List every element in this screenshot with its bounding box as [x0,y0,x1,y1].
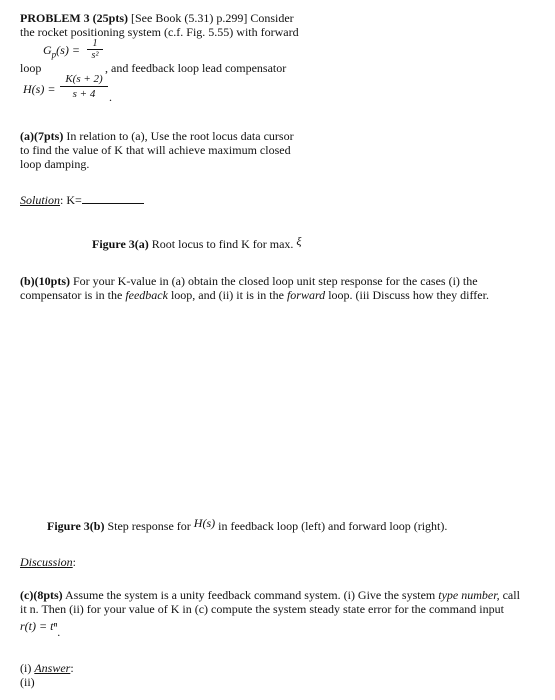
part-b-text-2a: compensator is in the [20,288,126,302]
part-a-text-1: In relation to (a), Use the root locus data cursor [63,129,294,143]
gp-equation [43,43,80,62]
part-c-text-1a: Assume the system is a unity feedback command system. (i) Give the system [62,588,439,602]
part-a-line-3: loop damping. [20,157,90,171]
solution-blank [82,193,144,204]
h-label: H(s) = [23,82,56,96]
gp-arg: (s) = [56,43,80,57]
loop-word: loop [20,61,42,75]
gp-tail: , and feedback loop lead compensator [105,61,287,75]
part-c-label: (c)(8pts) [20,588,63,602]
gp-fraction [87,38,103,62]
figure-3b-label: Figure 3(b) [47,519,105,533]
part-b-text-2c: loop, and (ii) it is in the [167,288,287,302]
problem-title [20,11,294,26]
part-b-line-2 [20,288,489,303]
part-b-text-forward: forward [286,288,326,302]
answer-i-prefix: (i) [20,661,35,675]
discussion-label: Discussion [20,555,73,569]
part-c-line-1 [20,588,520,603]
command-input-tail: . [57,625,61,639]
figure-3a-caption [92,234,302,252]
answer-ii-line: (ii) [20,675,35,689]
problem-title-bold: PROBLEM 3 (25pts) [20,11,128,25]
figure-3a-text: Root locus to find K for max. [148,237,297,251]
answer-i-rest: : [70,661,74,675]
answer-i-label: Answer [34,661,71,675]
problem-line-2: the rocket positioning system (c.f. Fig. 5.55) with forward [20,25,299,39]
gp-denominator: s² [91,50,99,61]
gp-subscript: p [51,49,57,60]
part-b-text-feedback: feedback [125,288,168,302]
solution-line [20,193,144,208]
problem-title-rest: [See Book (5.31) p.299] Consider [128,11,294,25]
part-c-type-number: type number, [438,588,500,602]
command-input-math: r(t) = tⁿ [20,619,58,633]
answer-i-line [20,661,74,676]
solution-label: Solution [20,193,61,207]
part-a-line-1 [20,129,294,144]
h-fraction [60,73,108,101]
figure-3b-text-a: Step response for [104,519,194,533]
part-a-label: (a)(7pts) [20,129,64,143]
part-b-label: (b)(10pts) [20,274,70,288]
figure-3a-symbol: ξ [296,234,302,248]
figure-3a-label: Figure 3(a) [92,237,149,251]
figure-3b-math: H(s) [193,516,216,530]
gp-numerator: 1 [87,38,103,50]
part-b-text-1: For your K-value in (a) obtain the closed loop unit step response for the cases (i) the [70,274,478,288]
part-b-line-1 [20,274,478,289]
part-c-line-3 [20,619,61,639]
discussion-rest: : [72,555,77,569]
discussion-line [20,555,76,570]
part-a-line-2: to find the value of K that will achieve maximum closed [20,143,291,157]
h-numerator: K(s + 2) [60,73,108,87]
h-denominator: s + 4 [72,88,96,100]
figure-3b-caption [47,516,448,534]
part-b-text-2e: loop. (iii Discuss how they differ. [325,288,489,302]
h-tail: . [109,90,112,104]
part-c-text-1c: call [499,588,520,602]
figure-3b-text-b: in feedback loop (left) and forward loop (right). [215,519,448,533]
gp-label: G [43,43,52,57]
solution-rest: : K= [60,193,82,207]
part-c-line-2: it n. Then (ii) for your value of K in (c) compute the system steady state error for the command input [20,602,504,616]
